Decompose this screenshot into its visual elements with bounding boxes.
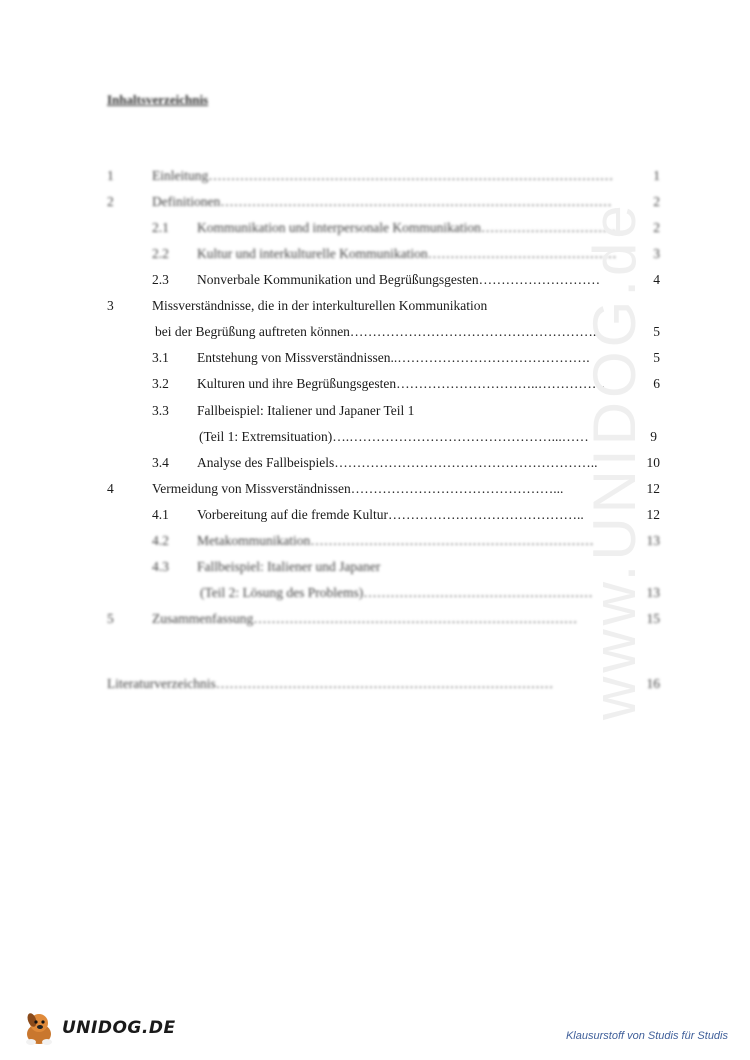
toc-entry-label: Einleitung……………………………………………………………………………… (152, 168, 614, 183)
toc-entry (107, 479, 660, 499)
toc-entry-page: 9 (650, 429, 657, 444)
toc-entry-number: 2.1 (152, 220, 169, 235)
toc-entry-number: 5 (107, 611, 114, 626)
toc-entry-label: Literaturverzeichnis………………………………………………………………… (107, 676, 554, 691)
toc-entry-page: 13 (646, 585, 660, 600)
toc-entry-label: Fallbeispiel: Italiener und Japaner (197, 559, 381, 574)
toc-entry-label: bei der Begrüßung auftreten können………………………………………………. (155, 324, 597, 339)
toc-entry-label: Fallbeispiel: Italiener und Japaner Teil 1 (197, 403, 415, 418)
watermark: www.UNIDOG.de (581, 201, 648, 720)
toc-entry (107, 609, 660, 629)
toc-entry-page: 12 (646, 481, 660, 496)
toc-entry-number: 2 (107, 194, 114, 209)
toc-entry-label: Analyse des Fallbeispiels………………………………………………….. (197, 455, 598, 470)
toc-entry-number: 3 (107, 298, 114, 313)
toc-entry-page: 4 (653, 272, 660, 287)
toc-entry-page: 10 (646, 455, 660, 470)
toc-entry-label: Kultur und interkulturelle Kommunikation…………………………………… (197, 246, 617, 261)
footer-tagline: Klausurstoff von Studis für Studis (565, 1030, 728, 1042)
toc-entry-page: 1 (653, 168, 660, 183)
toc-entry-number: 3.2 (152, 376, 169, 391)
toc-entry-number: 4.3 (152, 559, 169, 574)
toc-entry-page: 5 (653, 350, 660, 365)
toc-entry-number: 4.1 (152, 507, 169, 522)
toc-entry-number: 2.2 (152, 246, 169, 261)
toc-entry-page: 2 (653, 194, 660, 209)
toc-entry-bibliography (107, 674, 660, 694)
toc-entry-number: 4 (107, 481, 114, 496)
dog-mascot-icon (22, 1010, 56, 1046)
toc-entry-number: 4.2 (152, 533, 169, 548)
toc-entry-number: 3.4 (152, 455, 169, 470)
toc-entry-page: 6 (653, 376, 660, 391)
logo-text: UNIDOG.DE (62, 1018, 176, 1038)
toc-entry-page: 15 (646, 611, 660, 626)
toc-entry-number: 2.3 (152, 272, 169, 287)
toc-entry-label: Entstehung von Missverständnissen..……………………………………. (197, 350, 590, 365)
toc-entry-page: 5 (653, 324, 660, 339)
unidog-logo[interactable] (22, 1010, 176, 1046)
toc-entry (107, 166, 660, 186)
toc-entry-page: 13 (646, 533, 660, 548)
toc-entry (107, 192, 660, 212)
toc-entry-label: (Teil 2: Lösung des Problems)…………………………………………… (200, 585, 593, 600)
toc-entry-label: (Teil 1: Extremsituation)….………………………………………...…… (199, 429, 589, 444)
toc-entry-page: 12 (646, 507, 660, 522)
toc-entry-page: 16 (646, 676, 660, 691)
toc-entry-label: Vermeidung von Missverständnissen………………………………………... (152, 481, 564, 496)
toc-entry-label: Missverständnisse, die in der interkulturellen Kommunikation (152, 298, 488, 313)
toc-entry-label: Kulturen und ihre Begrüßungsgesten…………………………..…………… (197, 376, 606, 391)
toc-entry-number: 3.1 (152, 350, 169, 365)
toc-entry (107, 296, 660, 316)
toc-entry-label: Nonverbale Kommunikation und Begrüßungsgesten……………………… (197, 272, 601, 287)
toc-entry-page: 3 (653, 246, 660, 261)
toc-entry-label: Metakommunikation……………………………………………………… (197, 533, 594, 548)
toc-entry-continuation (107, 322, 660, 342)
toc-entry-number: 3.3 (152, 403, 169, 418)
toc-entry-label: Kommunikation und interpersonale Kommunikation………………………… (197, 220, 616, 235)
toc-entry-label: Definitionen…………………………………………………………………………… (152, 194, 612, 209)
toc-entry-label: Zusammenfassung……………………………………………………………… (152, 611, 578, 626)
toc-entry-number: 1 (107, 168, 114, 183)
toc-entry-label: Vorbereitung auf die fremde Kultur…………………………………….. (197, 507, 584, 522)
toc-title: Inhaltsverzeichnis (107, 92, 209, 107)
toc-entry-page: 2 (653, 220, 660, 235)
